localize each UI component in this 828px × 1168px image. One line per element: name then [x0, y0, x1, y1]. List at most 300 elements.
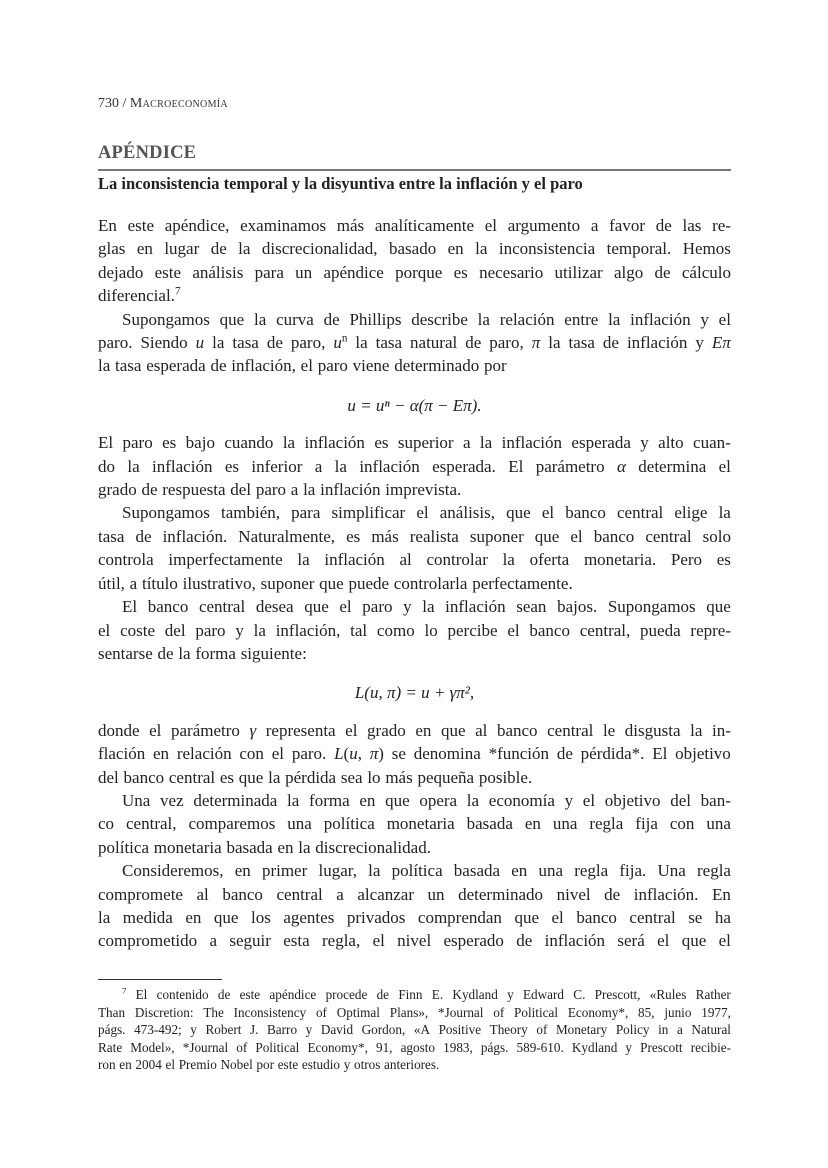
word: el [98, 620, 111, 640]
word: utilizar [554, 262, 603, 282]
word: análisis [192, 262, 244, 282]
word: análisis, [439, 503, 496, 523]
word: anteriores. [384, 1057, 440, 1073]
word: basada [466, 814, 513, 834]
word: Phillips [349, 309, 402, 329]
word: fija. [619, 861, 647, 881]
word: denomina [413, 744, 481, 764]
word: que [219, 309, 245, 329]
word: grado [98, 480, 137, 500]
text-line [98, 859, 731, 882]
word: el [372, 931, 385, 951]
word: inflación [445, 597, 506, 617]
word: central, [126, 814, 177, 834]
word: Siendo [140, 333, 188, 353]
word: El [508, 456, 524, 476]
word: entre [564, 309, 599, 329]
word: of [493, 1004, 505, 1020]
word: el [149, 720, 162, 740]
word: γ [249, 720, 257, 740]
word: la [287, 790, 300, 810]
word: Policy [615, 1022, 650, 1038]
body-text [98, 214, 731, 953]
word: los [250, 907, 271, 927]
word: de [141, 480, 158, 500]
word: oferta [529, 550, 570, 570]
word: y [695, 333, 704, 353]
word: la [422, 597, 435, 617]
word: $u^n$ [333, 332, 348, 353]
word: pequeña [417, 767, 475, 787]
word: la [253, 309, 267, 329]
word: el [345, 720, 358, 740]
word: la [98, 907, 111, 927]
word: central [645, 526, 692, 546]
word: la [475, 239, 488, 259]
word: inflación [626, 333, 688, 353]
word: de [210, 356, 227, 376]
word: y [190, 1022, 197, 1038]
word: a [676, 1022, 683, 1038]
word: y [403, 597, 412, 617]
word: le [602, 720, 616, 740]
word: Political [255, 1039, 300, 1055]
word: el [551, 907, 564, 927]
word: *Journal [438, 1004, 484, 1020]
word: describe [411, 309, 468, 329]
word: como [376, 620, 415, 640]
word: nivel [397, 931, 432, 951]
word: se [688, 907, 703, 927]
word: del [670, 790, 691, 810]
book-title: Macroeconomía [129, 96, 228, 111]
word: economía [488, 790, 555, 810]
word: tasa [568, 333, 595, 353]
word: esperada [571, 433, 631, 453]
word: in- [711, 720, 731, 740]
word: a [129, 573, 138, 593]
word: al [475, 720, 488, 740]
word: perfectamente. [472, 573, 573, 593]
word: Consideremos, [122, 861, 224, 881]
word: suponer [469, 526, 524, 546]
word: diferencial.$^7$ [98, 285, 181, 306]
word: ron [98, 1057, 116, 1073]
word: Model», [130, 1039, 175, 1055]
word: es [224, 456, 239, 476]
word: privados [346, 907, 406, 927]
word: Monetary [555, 1022, 608, 1038]
word: central [276, 884, 323, 904]
word: en [119, 1057, 132, 1073]
word: Supongamos [122, 309, 210, 329]
word: en [415, 720, 432, 740]
word: banco [529, 620, 570, 640]
word: que [534, 526, 560, 546]
word: una [552, 814, 578, 834]
paragraph [98, 789, 731, 859]
word: ban- [700, 790, 731, 810]
word: suponer [260, 573, 315, 593]
word: inconsistencia [498, 239, 596, 259]
word: posible. [478, 767, 533, 787]
word: la [466, 790, 480, 810]
word: Than [98, 1004, 126, 1020]
word: tasa [115, 356, 142, 376]
word: la [178, 643, 191, 663]
word: Barro [267, 1022, 298, 1038]
word: agosto [400, 1039, 436, 1055]
word: la [690, 720, 703, 740]
word: banco [123, 767, 165, 787]
word: la [479, 433, 493, 453]
word: el [271, 744, 285, 764]
equation: L(u, π) = u + γπ², [354, 683, 475, 703]
word: π [531, 333, 541, 353]
word: analíticamente [374, 216, 475, 235]
word: En [711, 884, 731, 904]
running-header [98, 96, 228, 112]
word: curva [276, 309, 314, 329]
word: la [477, 309, 490, 329]
paragraph [98, 859, 731, 953]
word: grado [367, 720, 406, 740]
word: alto [658, 433, 684, 453]
word: solo [702, 526, 731, 546]
word: a [209, 931, 218, 951]
word: Pero [670, 550, 703, 570]
word: David [320, 1022, 354, 1038]
word: en [185, 907, 202, 927]
word: págs. [98, 1022, 126, 1038]
word: título [141, 573, 178, 593]
word: re- [712, 216, 731, 235]
word: la [238, 239, 251, 259]
word: de [465, 333, 482, 353]
word: objetivo [675, 744, 731, 764]
word: inflación [630, 309, 691, 329]
word: central [617, 503, 664, 523]
word: alcanzar [357, 884, 414, 904]
word: El [98, 433, 114, 453]
word: Positive [438, 1022, 482, 1038]
word: coste [120, 620, 155, 640]
word: fija [635, 814, 658, 834]
word: En [98, 216, 117, 235]
word: Supongamos [607, 597, 696, 617]
word: paro [362, 597, 393, 617]
word: esperado [443, 931, 504, 951]
word: y [507, 987, 514, 1002]
word: a [590, 216, 599, 235]
word: de [655, 216, 672, 235]
text-line [98, 619, 731, 642]
word: «Rules [649, 987, 687, 1002]
footnote-rule [98, 979, 222, 980]
word: central [198, 597, 246, 617]
word: simplificar [331, 503, 406, 523]
word: inflación [152, 456, 213, 476]
word: paro [255, 480, 287, 500]
word: basado [388, 239, 437, 259]
text-line [98, 331, 731, 354]
word: que [706, 597, 731, 617]
word: Rather [695, 987, 731, 1002]
word: Economy*, [307, 1039, 368, 1055]
word: al [196, 884, 209, 904]
section-subtitle: La inconsistencia temporal y la disyuntiva entre la inflación y el paro [98, 174, 583, 193]
word: Robert [205, 1022, 242, 1038]
word: del [98, 767, 119, 787]
word: las [682, 216, 702, 235]
word: en [277, 837, 294, 857]
text-line [98, 548, 731, 571]
footnote [98, 986, 731, 1074]
word: bajo [185, 433, 215, 453]
word: lugar [164, 239, 200, 259]
word: 2004 [135, 1057, 162, 1073]
word: of [236, 1039, 248, 1055]
text-line [98, 572, 731, 595]
word: desea [255, 597, 294, 617]
word: el [339, 597, 352, 617]
word: de [157, 643, 174, 663]
word: el [165, 1057, 176, 1073]
word: determinado [394, 356, 480, 376]
word: que [440, 720, 466, 740]
section-rule [98, 169, 731, 171]
word: la [355, 333, 368, 353]
word: J. [249, 1022, 259, 1038]
word: regla [697, 861, 731, 881]
word: basada [453, 861, 501, 881]
word: argumento [507, 216, 581, 235]
word: y [235, 620, 244, 640]
word: en [359, 790, 376, 810]
word: en [524, 814, 541, 834]
word: y [700, 309, 709, 329]
text-line [98, 1056, 731, 1074]
word: Prescott [640, 1039, 683, 1055]
word: en [234, 861, 251, 881]
word: por [256, 1057, 275, 1073]
word: de [376, 987, 390, 1002]
word: esperada [146, 356, 206, 376]
word: nivel [556, 884, 591, 904]
text-line [98, 237, 731, 260]
word: parámetro [170, 720, 240, 740]
text-line [98, 906, 731, 929]
equation: u = uⁿ − α(π − Eπ). [347, 395, 482, 415]
word: una [706, 814, 731, 834]
word: la [548, 333, 561, 353]
word: paro, [290, 333, 326, 353]
word: Political [514, 1004, 559, 1020]
word: discrecionalidad. [315, 837, 431, 857]
word: el [582, 790, 596, 810]
text-line [98, 789, 731, 812]
word: disgusta [624, 720, 681, 740]
word: imperfectamente [168, 550, 283, 570]
word: Plans», [389, 1004, 429, 1020]
text-line [98, 986, 731, 1004]
word: y [305, 1022, 313, 1038]
word: procede [325, 987, 368, 1002]
word: El [135, 987, 148, 1002]
word: primer [261, 861, 308, 881]
word: lugar, [318, 861, 357, 881]
page-number: 730 / [98, 96, 127, 111]
word: regla [589, 814, 624, 834]
word: comprometido [98, 931, 198, 951]
word: pérdida [285, 767, 337, 787]
word: favor [609, 216, 645, 235]
word: inflación. [162, 526, 228, 546]
word: Una [122, 790, 151, 810]
word: una [538, 861, 564, 881]
word: L(u, [334, 744, 362, 764]
word: la [368, 861, 381, 881]
word: es [453, 262, 468, 282]
word: opera [419, 790, 458, 810]
word: comparemos [188, 814, 276, 834]
word: repre- [690, 620, 731, 640]
word: Rate [98, 1039, 123, 1055]
word: a [462, 433, 471, 453]
word: banco [222, 884, 263, 904]
word: inflación [359, 456, 420, 476]
word: forma [195, 643, 236, 663]
word: de [602, 333, 619, 353]
paragraph [98, 595, 731, 665]
word: la [253, 620, 266, 640]
word: junio [664, 1004, 692, 1020]
text-line [98, 1039, 731, 1057]
text-line [98, 308, 731, 331]
word: discrecionalidad, [261, 239, 378, 259]
word: de [516, 931, 533, 951]
text-line [98, 766, 731, 789]
word: un [295, 262, 313, 282]
word: a [336, 884, 344, 904]
word: útil, [98, 573, 125, 593]
word: glas [98, 239, 126, 259]
word: sea [340, 767, 363, 787]
word: paro. [98, 333, 133, 353]
word: inflación [320, 480, 381, 500]
word: y [640, 433, 649, 453]
word: de [266, 333, 283, 353]
word: lo [367, 767, 381, 787]
word: Optimal [336, 1004, 380, 1020]
word: la [268, 767, 281, 787]
word: cuando [224, 433, 274, 453]
text-line [98, 354, 731, 377]
word: Premio [178, 1057, 217, 1073]
word: contenido [156, 987, 209, 1002]
text-line [98, 1004, 731, 1022]
word: el [718, 456, 731, 476]
word: de [654, 262, 671, 282]
word: otros [353, 1057, 381, 1073]
word: en [511, 861, 528, 881]
word: la [282, 433, 296, 453]
word: controlarla [393, 573, 468, 593]
word: percibe [447, 620, 498, 640]
word: esperada. [432, 456, 496, 476]
word: representa [265, 720, 336, 740]
word: Naturalmente, [238, 526, 336, 546]
word: Prescott, [594, 987, 641, 1002]
text-line [98, 836, 731, 859]
word: también, [220, 503, 280, 523]
word: monetaria. [583, 550, 657, 570]
word: esta [283, 931, 310, 951]
word: pueda [640, 620, 681, 640]
word: apéndice, [164, 216, 230, 235]
word: una [287, 814, 312, 834]
word: Supongamos [122, 503, 210, 523]
word: regla, [322, 931, 361, 951]
word: monetaria [153, 837, 222, 857]
word: política [98, 837, 149, 857]
paragraph [98, 719, 731, 789]
word: que [681, 931, 707, 951]
word: más [336, 216, 365, 235]
word: a [290, 480, 299, 500]
word: que [319, 573, 344, 593]
word: of [315, 1004, 327, 1020]
word: El [652, 744, 668, 764]
word: de [217, 987, 231, 1002]
word: E. [431, 987, 444, 1002]
word: la [334, 456, 347, 476]
word: inflación [304, 433, 365, 453]
word: con [669, 814, 695, 834]
word: cuan- [693, 433, 731, 453]
word: tasa [232, 333, 259, 353]
word: de [135, 526, 152, 546]
word: banco [147, 597, 189, 617]
paragraph [98, 501, 731, 595]
word: el [507, 620, 520, 640]
word: al [399, 550, 412, 570]
word: 85, [638, 1004, 655, 1020]
word: banco [576, 907, 617, 927]
word: Eπ [711, 333, 731, 353]
word: con [239, 744, 264, 764]
word: de [323, 309, 340, 329]
word: paro, [489, 333, 524, 353]
word: of [536, 1022, 548, 1038]
word: el [657, 931, 670, 951]
word: determina [638, 456, 707, 476]
word: banco [565, 503, 606, 523]
word: siguiente: [240, 643, 307, 663]
word: el [416, 503, 429, 523]
word: es [716, 550, 731, 570]
word: el [570, 526, 583, 546]
word: in [658, 1022, 669, 1038]
text-line [98, 812, 731, 835]
word: inflación, [275, 620, 341, 640]
word: es [219, 767, 235, 787]
word: inflación. [633, 884, 699, 904]
paragraph [98, 214, 731, 308]
word: inflación [544, 931, 606, 951]
word: central [629, 907, 676, 927]
word: a [314, 456, 323, 476]
